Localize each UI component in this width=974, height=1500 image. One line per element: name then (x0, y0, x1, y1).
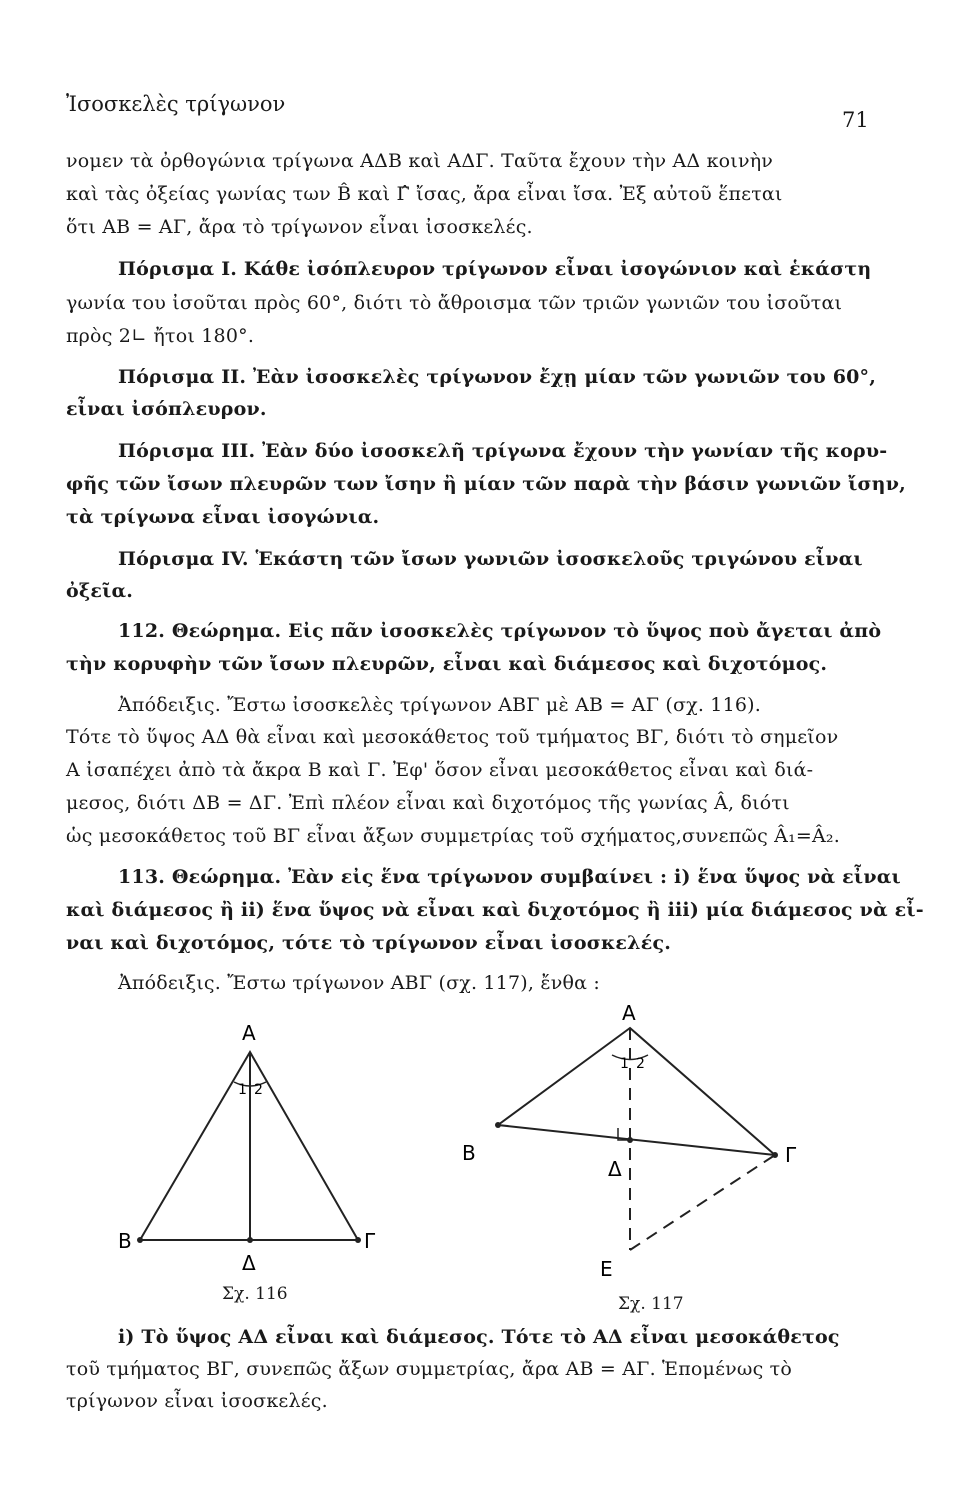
text-line: φῆς τῶν ἴσων πλευρῶν των ἴσην ἢ μίαν τῶν παρὰ τὴν βάσιν γωνιῶν ἴσην, (66, 473, 906, 495)
point-b (137, 1237, 143, 1243)
text-line: ὡς μεσοκάθετος τοῦ ΒΓ εἶναι ἄξων συμμετρίας τοῦ σχήματος,συνεπῶς Â₁=Â₂. (66, 825, 840, 847)
label-d: Δ (242, 1251, 256, 1275)
segment-eg (630, 1155, 775, 1250)
theorem-113: 113. Θεώρημα. Ἐὰν εἰς ἕνα τρίγωνον συμβαίνει : i) ἕνα ὕψος νὰ εἶναι (118, 866, 901, 888)
figure-116 (110, 1010, 410, 1290)
corollary-4: Πόρισμα ΙV. Ἑκάστη τῶν ἴσων γωνιῶν ἰσοσκελοῦς τριγώνου εἶναι (118, 548, 863, 570)
point-g (355, 1237, 361, 1243)
label-a: Α (242, 1021, 256, 1045)
text-line: τρίγωνον εἶναι ἰσοσκελές. (66, 1390, 328, 1412)
label-e: Ε (600, 1257, 613, 1281)
point-d (247, 1237, 253, 1243)
text-line: γωνία του ἰσοῦται πρὸς 60°, διότι τὸ ἄθροισμα τῶν τριῶν γωνιῶν του ἰσοῦται (66, 292, 843, 314)
text-line: ὅτι ΑΒ = ΑΓ, ἄρα τὸ τρίγωνον εἶναι ἰσοσκελές. (66, 216, 533, 238)
text-line: ὀξεῖα. (66, 580, 134, 602)
page-number: 71 (842, 108, 869, 132)
corollary-1: Πόρισμα Ι. Κάθε ἰσόπλευρον τρίγωνον εἶναι ἰσογώνιον καὶ ἑκάστη (118, 258, 872, 280)
angle-label-2: 2 (636, 1056, 645, 1072)
text-line: μεσος, διότι ΔΒ = ΔΓ. Ἐπὶ πλέον εἶναι καὶ διχοτόμος τῆς γωνίας Â, διότι (66, 792, 790, 814)
caption-117: Σχ. 117 (618, 1294, 684, 1314)
label-g: Γ (364, 1229, 376, 1253)
label-b: Β (462, 1141, 476, 1165)
text-line: Τότε τὸ ὕψος ΑΔ θὰ εἶναι καὶ μεσοκάθετος τοῦ τμήματος ΒΓ, διότι τὸ σημεῖον (66, 726, 839, 748)
point-d (627, 1137, 633, 1143)
label-b: Β (118, 1229, 132, 1253)
text-line: καὶ διάμεσος ἢ ii) ἕνα ὕψος νὰ εἶναι καὶ διχοτόμος ἢ iii) μία διάμεσος νὰ εἶ- (66, 899, 924, 921)
running-header: Ἰσοσκελὲς τρίγωνον (66, 92, 286, 116)
text-line: καὶ τὰς ὀξείας γωνίας των B̂ καὶ Γ̂ ἴσας, ἄρα εἶναι ἴσα. Ἐξ αὐτοῦ ἕπεται (66, 183, 783, 205)
figure-117 (440, 1000, 840, 1300)
proof-112: Ἀπόδειξις. Ἔστω ἰσοσκελὲς τρίγωνον ΑΒΓ μὲ ΑΒ = ΑΓ (σχ. 116). (118, 694, 762, 716)
case-i: i) Τὸ ὕψος ΑΔ εἶναι καὶ διάμεσος. Τότε τὸ ΑΔ εἶναι μεσοκάθετος (118, 1326, 840, 1348)
text-line: Α ἰσαπέχει ἀπὸ τὰ ἄκρα Β καὶ Γ. Ἐφ' ὅσον εἶναι μεσοκάθετος εἶναι καὶ διά- (66, 759, 814, 781)
corollary-3: Πόρισμα ΙΙΙ. Ἐὰν δύο ἰσοσκελῆ τρίγωνα ἔχουν τὴν γωνίαν τῆς κορυ- (118, 440, 888, 462)
theorem-112: 112. Θεώρημα. Εἰς πᾶν ἰσοσκελὲς τρίγωνον τὸ ὕψος ποὺ ἄγεται ἀπὸ (118, 620, 882, 642)
label-g: Γ (785, 1143, 797, 1167)
text-line: εἶναι ἰσόπλευρον. (66, 398, 267, 420)
label-a: Α (622, 1001, 636, 1025)
label-d: Δ (608, 1157, 622, 1181)
triangle-abg (498, 1028, 775, 1155)
caption-116: Σχ. 116 (222, 1284, 288, 1304)
angle-label-1: 1 (620, 1056, 629, 1072)
point-b (495, 1122, 501, 1128)
corollary-2: Πόρισμα ΙΙ. Ἐὰν ἰσοσκελὲς τρίγωνον ἔχῃ μίαν τῶν γωνιῶν του 60°, (118, 366, 877, 388)
angle-label-2: 2 (254, 1082, 263, 1098)
text-line: τοῦ τμήματος ΒΓ, συνεπῶς ἄξων συμμετρίας, ἄρα ΑΒ = ΑΓ. Ἑπομένως τὸ (66, 1358, 793, 1380)
proof-113: Ἀπόδειξις. Ἔστω τρίγωνον ΑΒΓ (σχ. 117), ἔνθα : (118, 972, 601, 994)
text-line: πρὸς 2∟ ἤτοι 180°. (66, 325, 255, 347)
text-line: τὰ τρίγωνα εἶναι ἰσογώνια. (66, 506, 380, 528)
text-line: τὴν κορυφὴν τῶν ἴσων πλευρῶν, εἶναι καὶ διάμεσος καὶ διχοτόμος. (66, 653, 828, 675)
angle-label-1: 1 (238, 1082, 247, 1098)
text-line: νομεν τὰ ὀρθογώνια τρίγωνα ΑΔΒ καὶ ΑΔΓ. Ταῦτα ἔχουν τὴν ΑΔ κοινὴν (66, 150, 774, 172)
point-g (772, 1152, 778, 1158)
text-line: ναι καὶ διχοτόμος, τότε τὸ τρίγωνον εἶναι ἰσοσκελές. (66, 932, 672, 954)
